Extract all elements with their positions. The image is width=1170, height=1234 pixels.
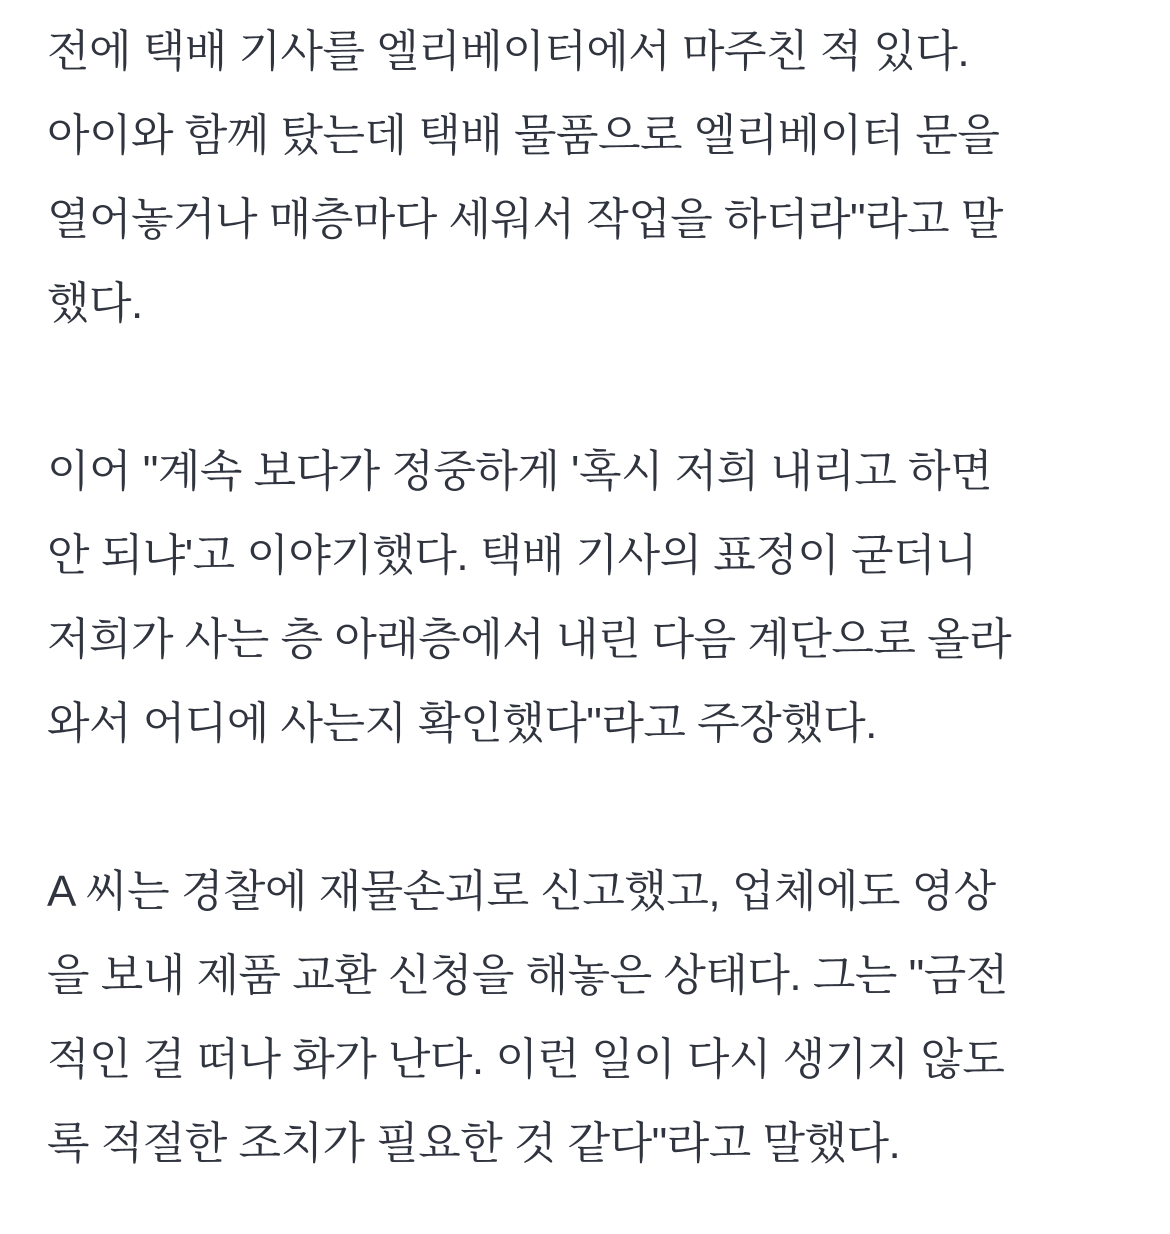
paragraph [47,430,1130,766]
text-line: 록 적절한 조치가 필요한 것 같다"라고 말했다. [47,1119,901,1168]
text-line: 안 되냐'고 이야기했다. 택배 기사의 표정이 굳더니 [47,531,978,580]
text-line: 적인 걸 떠나 화가 난다. 이런 일이 다시 생기지 않도 [47,1035,1005,1084]
text-line: A 씨는 경찰에 재물손괴로 신고했고, 업체에도 영상 [47,867,996,916]
text-line: 을 보내 제품 교환 신청을 해놓은 상태다. 그는 "금전 [47,951,1008,1000]
text-line: 와서 어디에 사는지 확인했다"라고 주장했다. [47,699,877,748]
text-line: 했다. [47,279,143,328]
text-line: 열어놓거나 매층마다 세워서 작업을 하더라"라고 말 [47,195,1003,244]
text-line: 이어 "계속 보다가 정중하게 '혹시 저희 내리고 하면 [47,447,993,496]
paragraph [47,10,1130,346]
text-line: 저희가 사는 층 아래층에서 내린 다음 계단으로 올라 [47,615,1012,664]
text-line: 아이와 함께 탔는데 택배 물품으로 엘리베이터 문을 [47,111,1000,160]
text-line: 전에 택배 기사를 엘리베이터에서 마주친 적 있다. [47,27,970,76]
paragraph [47,850,1130,1186]
